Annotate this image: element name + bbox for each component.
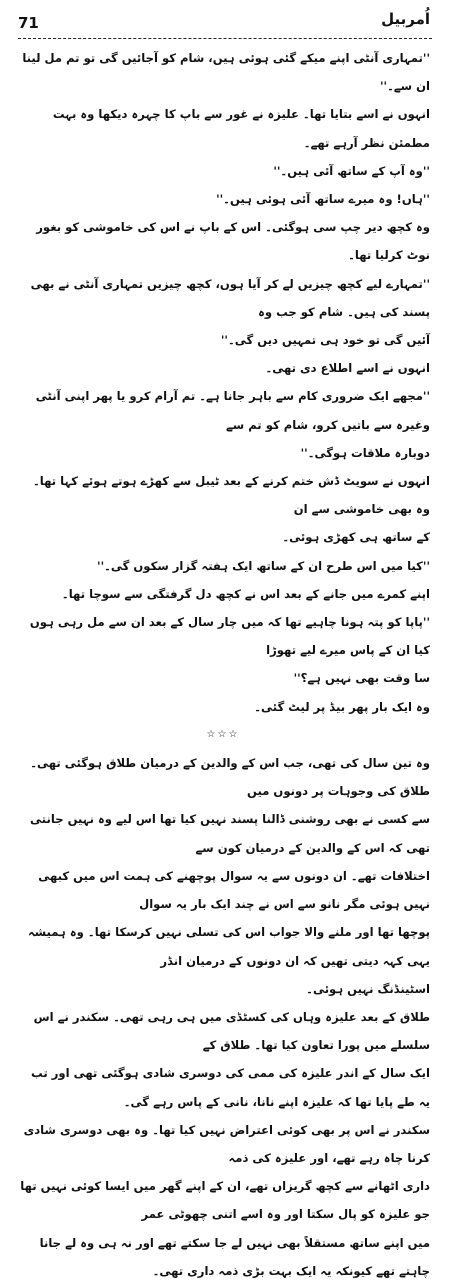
running-title: اُمربیل <box>381 10 430 28</box>
text-line: طلاق کے بعد علیزہ وہاں کی کسٹڈی میں ہی رہی تھی۔ سکندر نے اس سلسلے میں پورا تعاون کیا تھا۔ طلاق کے <box>33 1009 430 1053</box>
text-line: سا وقت بھی نہیں ہے؟'' <box>293 671 430 686</box>
text-line: اختلافات تھے۔ ان دونوں سے یہ سوال پوچھنے کی ہمت اس میں کبھی نہیں ہوئی مگر نانو سے اس نے چند ایک بار یہ سوال <box>38 868 430 912</box>
text-line: میں اپنے ساتھ مستقلاً بھی نہیں لے جا سکتے تھے اور نہ ہی وہ لے جانا چاہتے تھے کیونکہ یہ ایک بہت بڑی ذمہ داری تھی۔ <box>39 1235 430 1278</box>
text-line: اپنے کمرے میں جانے کے بعد اس نے کچھ دل گرفتگی سے سوچا تھا۔ <box>61 586 430 601</box>
text-line: سکندر نے اس پر بھی کوئی اعتراض نہیں کیا تھا۔ وہ بھی دوسری شادی کرنا چاہ رہے تھے، اور علیزہ کی ذمہ <box>23 1122 430 1165</box>
text-line: اسٹینڈنگ نہیں ہوئی۔ <box>306 981 430 996</box>
text-line: سے کسی نے بھی روشنی ڈالنا پسند نہیں کیا تھا اس لیے وہ نہیں جانتی تھی کہ اس کے والدین کے درمیان کون سے <box>30 812 430 855</box>
text-line: پوچھا تھا اور ملنے والا جواب اس کی تسلی نہیں کرسکا تھا۔ وہ ہمیشہ یہی کہہ دیتی تھیں کہ ان دونوں کے درمیان انڈر <box>27 925 430 968</box>
section-divider: ☆☆☆ <box>206 728 240 740</box>
text-line: ''مجھے ایک ضروری کام سے باہر جانا ہے۔ تم آرام کرو یا پھر اپنی آنٹی وغیرہ سے باتیں کرو، شام کو تم سے <box>35 389 430 432</box>
text-line: ایک سال کے اندر علیزہ کی ممی کی دوسری شادی ہوگئی تھی اور تب یہ طے پایا تھا کہ علیزہ اپنے نانا، نانی کے پاس رہے گی۔ <box>31 1066 430 1109</box>
text-line: انہوں نے سویٹ ڈش ختم کرنے کے بعد ٹیبل سے کھڑے ہوتے ہوئے کہا تھا۔ وہ بھی خاموشی سے ان <box>32 474 430 517</box>
text-line: وہ تین سال کی تھی، جب اس کے والدین کے درمیان طلاق ہوگئی تھی۔ طلاق کی وجوہات پر دونوں میں <box>30 756 430 799</box>
text-line: ''وہ آپ کے ساتھ آئی ہیں۔'' <box>273 163 430 178</box>
text-line: ''کیا میں اس طرح ان کے ساتھ ایک ہفتہ گزار سکوں گی۔'' <box>97 558 430 573</box>
text-line: دوبارہ ملاقات ہوگی۔'' <box>300 445 430 460</box>
text-line: وہ کچھ دیر چپ سی ہوگئی۔ اس کے باپ نے اس کی خاموشی کو بغور نوٹ کرلیا تھا۔ <box>36 220 430 263</box>
text-line: کے ساتھ ہی کھڑی ہوئی۔ <box>282 530 430 545</box>
text-line: داری اٹھانے سے کچھ گریزاں تھے، ان کے اپنے گھر میں ایسا کوئی نہیں تھا جو علیزہ کو پال سکتا اور وہ اسے اتنی چھوٹی عمر <box>20 1179 430 1222</box>
text-line: انہوں نے اسے اطلاع دی تھی۔ <box>265 361 430 376</box>
text-line: ''پاپا کو پتہ ہونا چاہیے تھا کہ میں چار سال کے بعد ان سے مل رہی ہوں کیا ان کے پاس میرے لیے تھوڑا <box>29 615 430 658</box>
page-number: 71 <box>18 14 39 32</box>
text-line: وہ ایک بار پھر بیڈ پر لیٹ گئی۔ <box>254 699 430 714</box>
page-header <box>18 10 430 36</box>
text-line: آئیں گی تو خود ہی تمہیں دیں گی۔'' <box>220 333 430 348</box>
body-text <box>16 44 430 1285</box>
text-line: ''تمہاری آنٹی اپنے میکے گئی ہوئی ہیں، شام کو آجائیں گی تو تم مل لینا ان سے۔'' <box>22 51 430 94</box>
text-line: ''ہاں! وہ میرے ساتھ آئی ہوئی ہیں۔'' <box>216 192 430 207</box>
text-line: ''تمہارے لیے کچھ چیزیں لے کر آیا ہوں، کچھ چیزیں تمہاری آنٹی نے بھی پسند کی ہیں۔ شام کو جب وہ <box>30 276 430 319</box>
text-line: انہوں نے اسے بتایا تھا۔ علیزہ نے غور سے باپ کا چہرہ دیکھا وہ بہت مطمئن نظر آرہے تھے۔ <box>52 107 430 150</box>
header-rule <box>18 38 432 39</box>
